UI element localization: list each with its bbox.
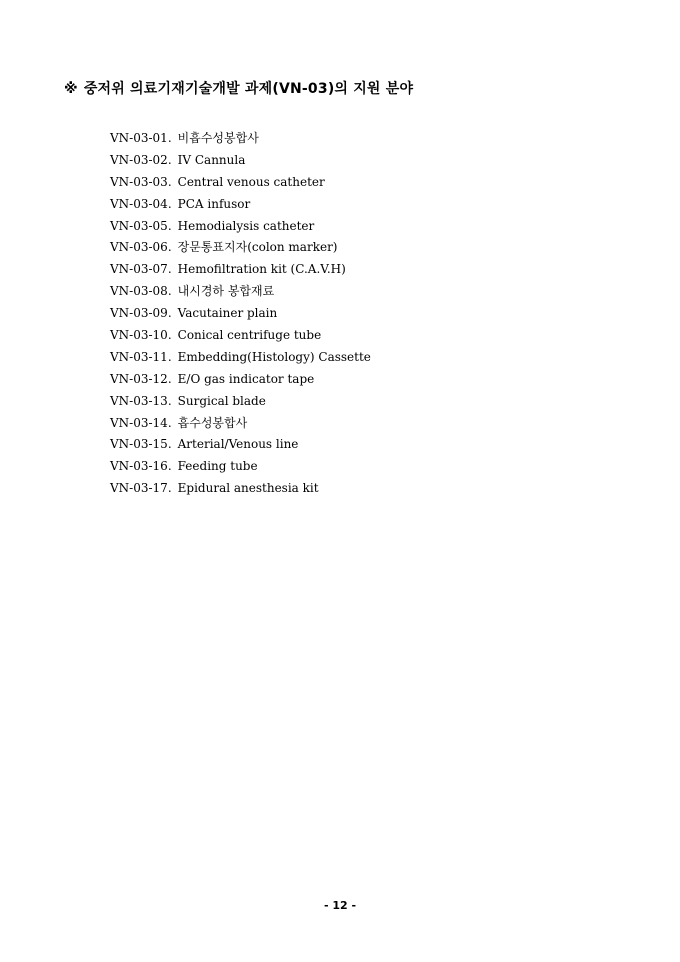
list-item <box>110 434 371 456</box>
item-name: Surgical blade <box>177 393 266 408</box>
list-item <box>110 172 371 194</box>
list-item <box>110 325 371 347</box>
list-item <box>110 128 371 150</box>
item-code: VN-03-15. <box>110 437 172 452</box>
item-code: VN-03-16. <box>110 459 172 474</box>
section-heading-text: 중저위 의료기재기술개발 과제(VN-03)의 지원 분야 <box>83 81 414 97</box>
item-name: Feeding tube <box>177 459 258 474</box>
support-field-list <box>110 128 371 500</box>
item-name: Hemodialysis catheter <box>177 218 315 233</box>
item-name: Arterial/Venous line <box>177 437 299 452</box>
list-item <box>110 456 371 478</box>
list-item <box>110 478 371 500</box>
item-name: E/O gas indicator tape <box>177 371 315 386</box>
list-item <box>110 216 371 238</box>
list-item <box>110 369 371 391</box>
page-number: - 12 - <box>323 899 357 912</box>
item-code: VN-03-03. <box>110 174 172 189</box>
list-item <box>110 347 371 369</box>
item-name: Vacutainer plain <box>177 306 278 321</box>
list-item <box>110 259 371 281</box>
item-name: IV Cannula <box>177 152 246 167</box>
list-item <box>110 237 371 259</box>
item-name: Embedding(Histology) Cassette <box>177 349 371 364</box>
item-name: 내시경하 봉합재료 <box>177 284 275 299</box>
item-code: VN-03-04. <box>110 196 172 211</box>
list-item <box>110 413 371 435</box>
item-code: VN-03-09. <box>110 306 172 321</box>
item-name: PCA infusor <box>177 196 251 211</box>
list-item <box>110 150 371 172</box>
item-code: VN-03-06. <box>110 240 172 255</box>
reference-mark: ※ <box>64 81 78 97</box>
item-code: VN-03-05. <box>110 218 172 233</box>
item-code: VN-03-14. <box>110 415 172 430</box>
item-code: VN-03-01. <box>110 131 172 145</box>
item-name: 흡수성봉합사 <box>177 415 248 430</box>
item-name: Central venous catheter <box>177 174 325 189</box>
item-name: Hemofiltration kit (C.A.V.H) <box>177 262 346 277</box>
item-name: Epidural anesthesia kit <box>177 481 319 496</box>
item-code: VN-03-13. <box>110 393 172 408</box>
list-item <box>110 303 371 325</box>
item-code: VN-03-12. <box>110 371 172 386</box>
list-item <box>110 281 371 303</box>
item-code: VN-03-08. <box>110 284 172 299</box>
item-name: 장문통표지자(colon marker) <box>177 240 338 255</box>
item-code: VN-03-11. <box>110 349 172 364</box>
item-name: Conical centrifuge tube <box>177 328 322 343</box>
item-code: VN-03-17. <box>110 481 172 496</box>
item-code: VN-03-07. <box>110 262 172 277</box>
item-code: VN-03-02. <box>110 152 172 167</box>
list-item <box>110 194 371 216</box>
item-code: VN-03-10. <box>110 328 172 343</box>
item-name: 비흡수성봉합사 <box>177 131 259 145</box>
section-heading <box>64 78 413 98</box>
list-item <box>110 391 371 413</box>
